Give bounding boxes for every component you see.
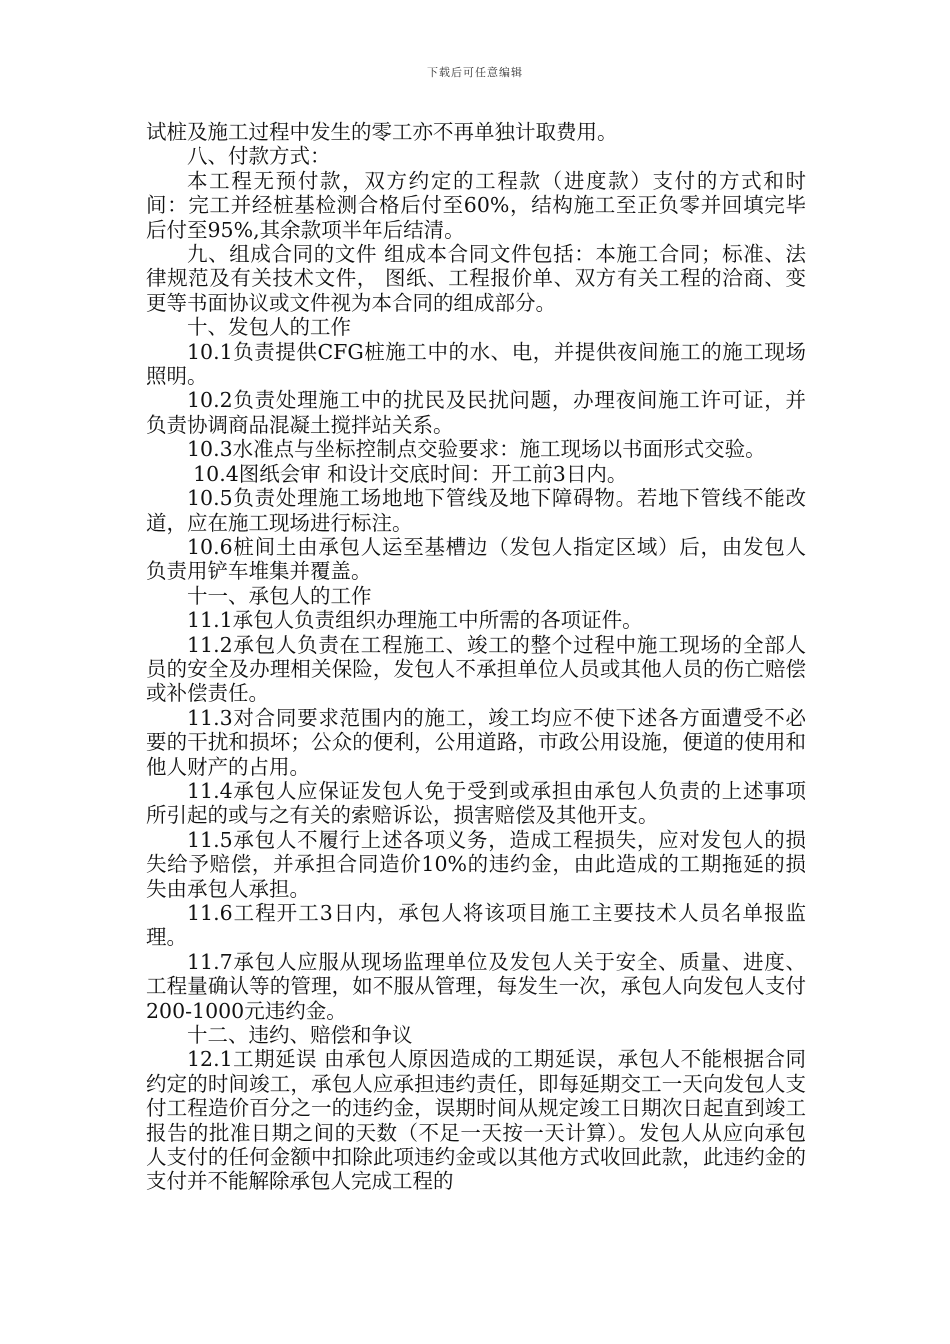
clause-12-1: 12.1工期延误 由承包人原因造成的工期延误，承包人不能根据合同约定的时间竣工，承包人应承担违约责任，即每延期交工一天向发包人支付工程造价百分之一的违约金，误期时间从规定竣工日期次日起直到竣工报告的批准日期之间的天数（不足一天按一天计算）。发包人从应向承包人支付的任何金额中扣除此项违约金或以其他方式收回此款，此违约金的支付并不能解除承包人完成工程的: [146, 1047, 806, 1194]
page-header: 下载后可任意编辑: [427, 66, 523, 79]
clause-11-1: 11.1承包人负责组织办理施工中所需的各项证件。: [187, 608, 643, 633]
clause-10-2: 10.2负责处理施工中的扰民及民扰问题，办理夜间施工许可证，并负责协调商品混凝土搅拌站关系。: [146, 388, 806, 437]
paragraph-continuation: 试桩及施工过程中发生的零工亦不再单独计取费用。: [146, 120, 618, 144]
clause-11-2: 11.2承包人负责在工程施工、竣工的整个过程中施工现场的全部人员的安全及办理相关保险，发包人不承担单位人员或其他人员的伤亡赔偿或补偿责任。: [146, 632, 806, 706]
document-body: [146, 120, 806, 1194]
paragraph-payment-terms: 本工程无预付款，双方约定的工程款（进度款）支付的方式和时 间：完工并经桩基检测合格后付至60%，结构施工至正负零并回填完毕后付至95%,其余款项半年后结清。: [146, 168, 806, 242]
clause-10-6: 10.6桩间土由承包人运至基槽边（发包人指定区域）后，由发包人负责用铲车堆集并覆盖。: [146, 534, 806, 584]
section-heading-payment: 八、付款方式：: [187, 144, 331, 169]
section-heading-contractor-duties: 十一、承包人的工作: [187, 583, 372, 608]
clause-10-3: 10.3水准点与坐标控制点交验要求：施工现场以书面形式交验。: [187, 437, 766, 462]
section-heading-employer-duties: 十、发包人的工作: [187, 315, 351, 340]
clause-11-3: 11.3对合同要求范围内的施工，竣工均应不使下述各方面遭受不必要的干扰和损坏；公众的便利，公用道路，市政公用设施，便道的使用和他人财产的占用。: [146, 705, 806, 779]
clause-10-1: 10.1负责提供CFG桩施工中的水、电，并提供夜间施工的施工现场照明。: [146, 339, 806, 389]
clause-11-7: 11.7承包人应服从现场监理单位及发包人关于安全、质量、进度、工程量确认等的管理，如不服从管理，每发生一次，承包人向发包人支付200-1000元违约金。: [146, 949, 806, 1023]
clause-11-4: 11.4承包人应保证发包人免于受到或承担由承包人负责的上述事项所引起的或与之有关的索赔诉讼，损害赔偿及其他开支。: [146, 778, 806, 828]
clause-10-4: 10.4图纸会审 和设计交底时间：开工前3日内。: [193, 461, 628, 486]
paragraph-contract-documents: 九、组成合同的文件 组成本合同文件包括：本施工合同；标准、法律规范及有关技术文件， 图纸、工程报价单、双方有关工程的洽商、变更等书面协议或文件视为本合同的组成部分。: [146, 242, 806, 315]
clause-11-5: 11.5承包人不履行上述各项义务，造成工程损失，应对发包人的损失给予赔偿，并承担合同造价10%的违约金，由此造成的工期拖延的损失由承包人承担。: [146, 827, 806, 901]
section-heading-breach: 十二、违约、赔偿和争议: [187, 1023, 413, 1048]
clause-10-5: 10.5负责处理施工场地地下管线及地下障碍物。若地下管线不能改道，应在施工现场进行标注。: [146, 486, 806, 535]
clause-11-6: 11.6工程开工3日内，承包人将该项目施工主要技术人员名单报监理。: [146, 901, 806, 950]
